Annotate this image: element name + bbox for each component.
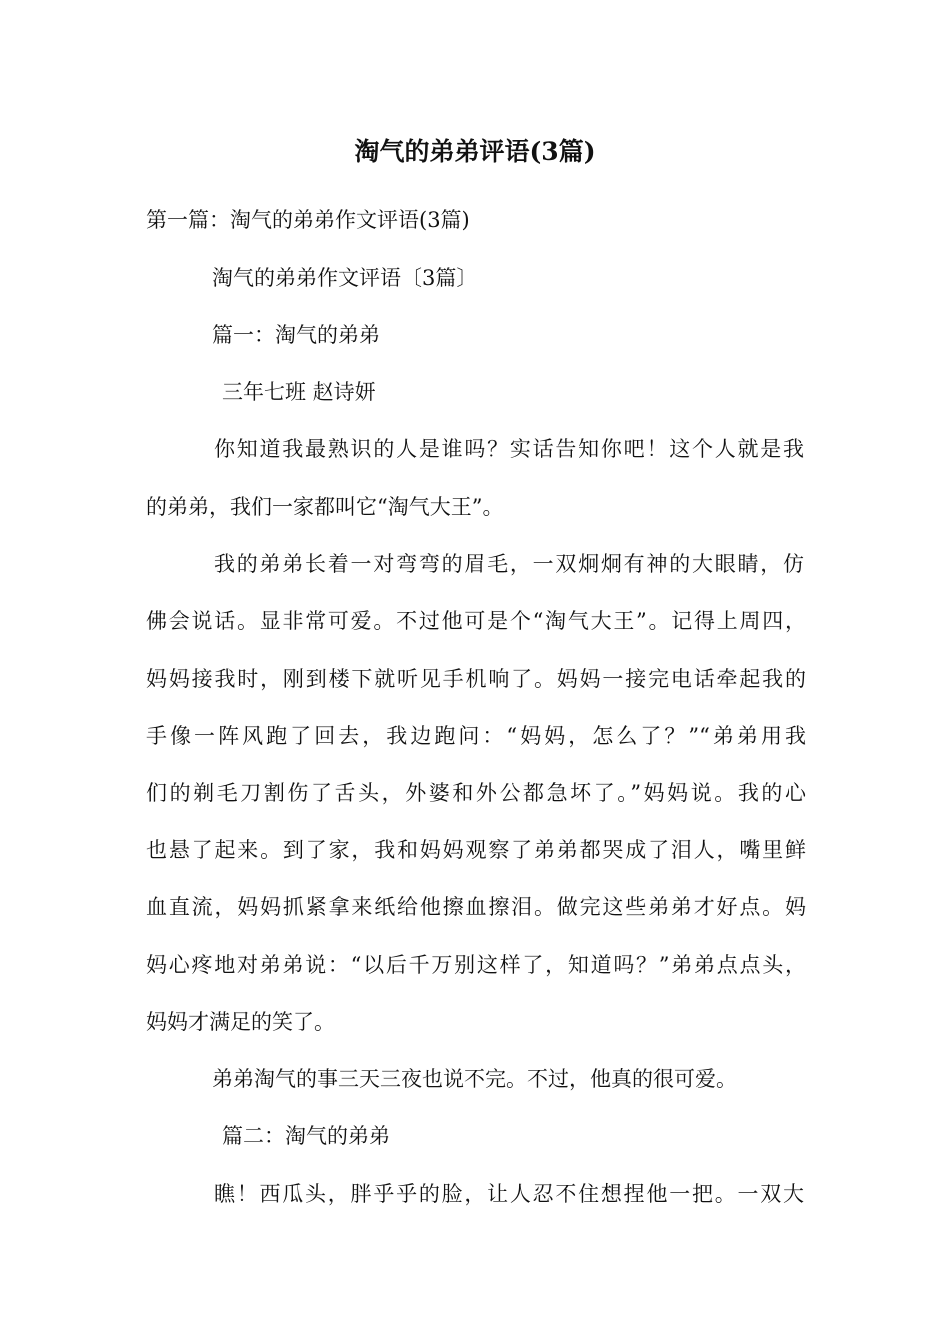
paragraph-line: 的弟弟，我们一家都叫它“淘气大王”。: [146, 495, 504, 519]
paragraph-line: 妈妈接我时，刚到楼下就听见手机响了。妈妈一接完电话牵起我的: [146, 667, 806, 691]
paragraph-line: 佛会说话。显非常可爱。不过他可是个“淘气大王”。记得上周四，: [146, 609, 806, 633]
author-line: 三年七班 赵诗妍: [222, 380, 376, 404]
paragraph-line: 妈妈才满足的笑了。: [146, 1010, 335, 1034]
paragraph-line: 们的剃毛刀割伤了舌头，外婆和外公都急坏了。”妈妈说。我的心: [146, 781, 806, 805]
paragraph-line: 你知道我最熟识的人是谁吗？实话告知你吧！这个人就是我: [214, 437, 804, 461]
document-title: 淘气的弟弟评语(3篇): [354, 137, 596, 166]
subtitle: 淘气的弟弟作文评语〔3篇〕: [212, 266, 478, 290]
paragraph-line: 也悬了起来。到了家，我和妈妈观察了弟弟都哭成了泪人，嘴里鲜: [146, 838, 806, 862]
paragraph-line: 弟弟淘气的事三天三夜也说不完。不过，他真的很可爱。: [212, 1067, 737, 1091]
part-heading: 篇一：淘气的弟弟: [212, 323, 380, 347]
paragraph-line: 瞧！西瓜头，胖乎乎的脸，让人忍不住想捏他一把。一双大: [214, 1182, 804, 1206]
part-heading: 篇二：淘气的弟弟: [222, 1124, 390, 1148]
paragraph-line: 血直流，妈妈抓紧拿来纸给他擦血擦泪。做完这些弟弟才好点。妈: [146, 895, 806, 919]
section-heading: 第一篇：淘气的弟弟作文评语(3篇): [146, 208, 470, 232]
paragraph-line: 我的弟弟长着一对弯弯的眉毛，一双炯炯有神的大眼睛，仿: [214, 552, 804, 576]
paragraph-line: 妈心疼地对弟弟说：“以后千万别这样了，知道吗？”弟弟点点头，: [146, 953, 806, 977]
paragraph-line: 手像一阵风跑了回去，我边跑问：“妈妈，怎么了？”“弟弟用我: [146, 724, 806, 748]
